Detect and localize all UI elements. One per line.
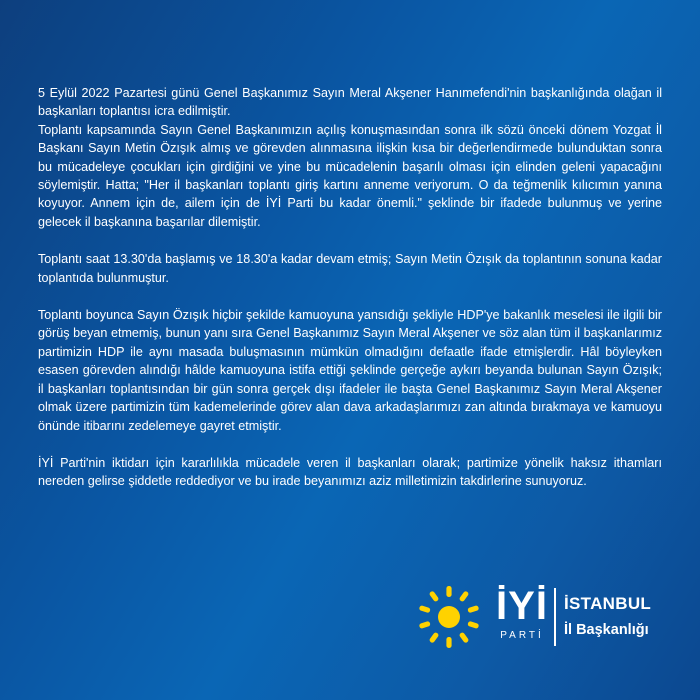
paragraph-1-line-1: 5 Eylül 2022 Pazartesi günü Genel Başkanımız Sayın Meral Akşener Hanımefendi'nin başkanlığında olağan il başkanları toplantısı icra edilmiştir.	[38, 86, 662, 119]
paragraph-3-line-1: Toplantı boyunca Sayın Özışık hiçbir şekilde kamuoyuna yansıdığı şekliyle HDP'ye bakanlık meselesi ile ilgili bir görüş beyan etmemiş, bunun yanı sıra Genel Başkanımız Sayın Meral Akşener ve söz alan tüm il başkanlarımız partimizin HDP ile aynı masada buluşmasının mümkün olmadığını defaatle ifade etmişlerdir. Hâl böyleyken esasen görevden alındığı hâlde kamuoyuna istifa ettiği şeklinde gerçeğe aykırı beyanda bulunan Sayın Özışık; il başkanları toplantısından bir gün sonra gerçek dışı ifadeler ile başta Genel Başkanımız Sayın Meral Akşener olmak üzere partimizin tüm kademelerinde görev alan dava arkadaşlarımızı zan altında bırakmaya ve kamuoyu önünde itibarını zedelemeye gayret etmiştir.	[38, 308, 662, 433]
logo-divider	[554, 588, 556, 646]
iyi-parti-istanbul-logo	[412, 584, 662, 654]
paragraph-4	[38, 454, 662, 491]
paragraph-1	[38, 84, 662, 231]
paragraph-2-line-1: Toplantı saat 13.30'da başlamış ve 18.30'a kadar devam etmiş; Sayın Metin Özışık da toplantının sonuna kadar toplantıda bulunmuştur.	[38, 252, 662, 285]
branch-office: İl Başkanlığı	[564, 622, 649, 638]
party-name: İYİ	[496, 584, 548, 628]
statement-body	[38, 84, 662, 510]
paragraph-1-line-2: Toplantı kapsamında Sayın Genel Başkanımızın açılış konuşmasından sonra ilk sözü önceki dönem Yozgat İl Başkanı Sayın Metin Özışık almış ve görevden alınmasına ilişkin kısa bir değerlendirmede bulunduktan sonra bu mücadeleye çocukları için girdiğini ve yine bu mücadelenin başarılı olması için elinden geleni yapacağını söylemiştir. Hatta; "Her il başkanları toplantı giriş kartını anneme veriyorum. O da teğmenlik kılıcımın yanına koyuyor. Annem için de, ailem için de İYİ Parti bu kadar önemli." şeklinde bir ifadede bulunmuş ve yerine gelecek il başkanına başarılar dilemiştir.	[38, 122, 662, 229]
party-subtitle: PARTİ	[500, 630, 544, 641]
branch-label	[564, 594, 662, 640]
paragraph-2	[38, 250, 662, 287]
branch-city: İSTANBUL	[564, 594, 652, 613]
paragraph-4-line-1: İYİ Parti'nin iktidarı için kararlılıkla mücadele veren il başkanları olarak; partimize yönelik haksız ithamları nereden gelirse şiddetle reddediyor ve bu irade beyanımızı aziz milletimizin takdirlerine sunuyoruz.	[38, 455, 662, 489]
party-wordmark	[492, 586, 552, 641]
sun-icon	[412, 584, 486, 650]
paragraph-3	[38, 306, 662, 435]
